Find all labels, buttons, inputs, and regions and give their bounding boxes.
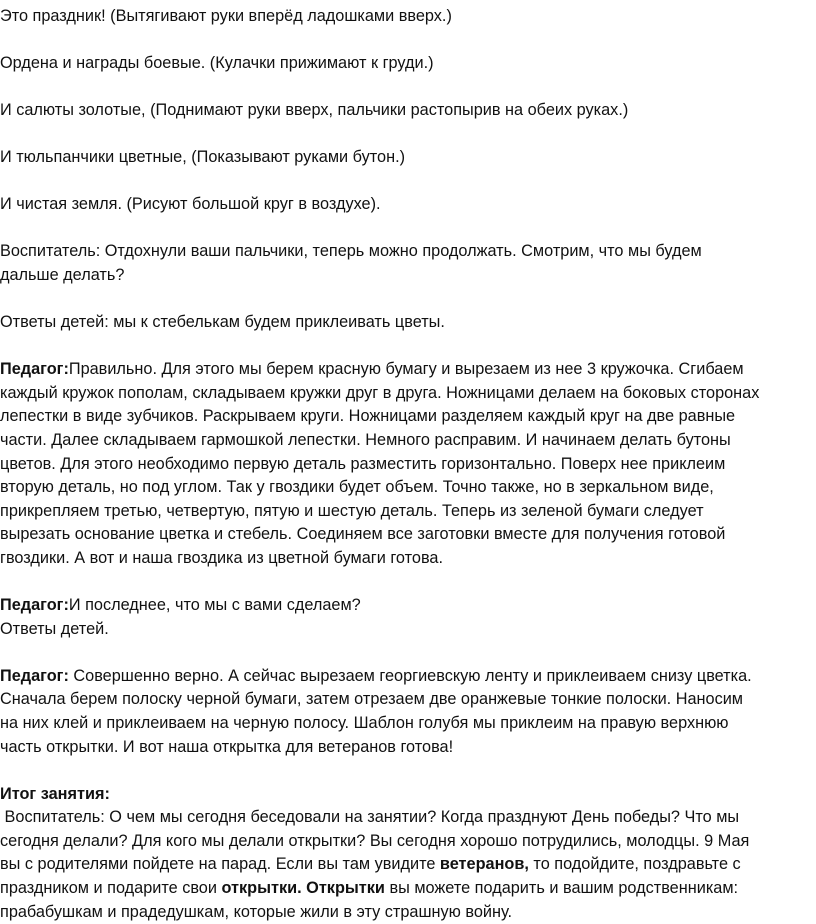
text-line: прикрепляем третью, четвертую, пятую и шестую деталь. Теперь из зеленой бумаги следует <box>0 501 704 520</box>
text-line <box>0 853 816 877</box>
summary-label: Итог занятия: <box>0 784 110 803</box>
text-line: Ответы детей. <box>0 619 109 638</box>
text-line: вторую деталь, но под углом. Так у гвоздики будет объем. Точно также, но в зеркальном виде, <box>0 478 714 497</box>
text-run: вы можете подарить и вашим родственникам: <box>384 879 739 898</box>
paragraph-2 <box>0 52 816 76</box>
text-line: Это праздник! (Вытягивают руки вперёд ладошками вверх.) <box>0 7 452 25</box>
text-line <box>0 665 816 689</box>
speaker-label: Педагог: <box>0 666 74 685</box>
text-line: прабабушкам и прадедушкам, которые жили в эту страшную войну. <box>0 902 513 921</box>
text-line: каждый кружок пополам, складываем кружки друг в друга. Ножницами делаем на боковых сторонах <box>0 383 760 402</box>
paragraph-7 <box>0 311 816 335</box>
speaker-label: Педагог: <box>0 596 69 615</box>
text-line: часть открытки. И вот наша открытка для ветеранов готова! <box>0 737 454 756</box>
paragraph-5 <box>0 193 816 217</box>
speaker-label: Педагог: <box>0 360 69 379</box>
text-line <box>0 594 816 618</box>
paragraph-11 <box>0 783 816 924</box>
bold-run: ветеранов, <box>439 855 529 874</box>
bold-run: открытки. Открытки <box>221 879 385 898</box>
text-line <box>0 358 816 382</box>
text-line: дальше делать? <box>0 266 125 285</box>
text-run: праздником и подарите свои <box>0 879 222 898</box>
paragraph-4 <box>0 146 816 170</box>
text-line: на них клей и приклеиваем на черную полосу. Шаблон голубя мы приклеим на правую верхнюю <box>0 713 729 732</box>
text-line: Воспитатель: О чем мы сегодня беседовали на занятии? Когда празднуют День победы? Что мы <box>0 808 740 827</box>
text-run: вы с родителями пойдете на парад. Если вы там увидите <box>0 855 440 874</box>
section-heading <box>0 783 816 807</box>
paragraph-9 <box>0 594 816 641</box>
text-run: то подойдите, поздравьте с <box>528 855 741 874</box>
text-line: части. Далее складываем гармошкой лепестки. Немного расправим. И начинаем делать бутоны <box>0 431 731 450</box>
text-line: Сначала берем полоску черной бумаги, затем отрезаем две оранжевые тонкие полоски. Наносим <box>0 690 743 709</box>
text-line: цветов. Для этого необходимо первую деталь разместить горизонтально. Поверх нее приклеим <box>0 454 726 473</box>
text-line: И тюльпанчики цветные, (Показывают руками бутон.) <box>0 148 406 167</box>
paragraph-10 <box>0 665 816 759</box>
text-line: Воспитатель: Отдохнули ваши пальчики, теперь можно продолжать. Смотрим, что мы будем <box>0 242 702 261</box>
text-line: лепестки в виде зубчиков. Раскрываем круги. Ножницами разделяем каждый круг на две равные <box>0 407 736 426</box>
text-line: гвоздики. А вот и наша гвоздика из цветной бумаги готова. <box>0 549 444 567</box>
paragraph-3 <box>0 99 816 123</box>
text-line: И чистая земля. (Рисуют большой круг в воздухе). <box>0 195 381 214</box>
text-line: И салюты золотые, (Поднимают руки вверх, пальчики растопырив на обеих руках.) <box>0 101 629 120</box>
paragraph-6 <box>0 240 816 287</box>
paragraph-8 <box>0 358 816 570</box>
text-run: Правильно. Для этого мы берем красную бумагу и вырезаем из нее 3 кружочка. Сгибаем <box>68 360 744 379</box>
paragraph-1 <box>0 5 816 29</box>
text-line: Ордена и награды боевые. (Кулачки прижимают к груди.) <box>0 54 434 73</box>
text-run: Совершенно верно. А сейчас вырезаем георгиевскую ленту и приклеиваем снизу цветка. <box>73 666 752 685</box>
text-line: сегодня делали? Для кого мы делали открытки? Вы сегодня хорошо потрудились, молодцы. 9 Мая <box>0 831 750 850</box>
text-line: вырезать основание цветка и стебель. Соединяем все заготовки вместе для получения готовой <box>0 525 726 544</box>
text-run: И последнее, что мы с вами сделаем? <box>68 596 361 615</box>
text-line: Ответы детей: мы к стебелькам будем приклеивать цветы. <box>0 313 445 332</box>
text-line <box>0 877 816 901</box>
